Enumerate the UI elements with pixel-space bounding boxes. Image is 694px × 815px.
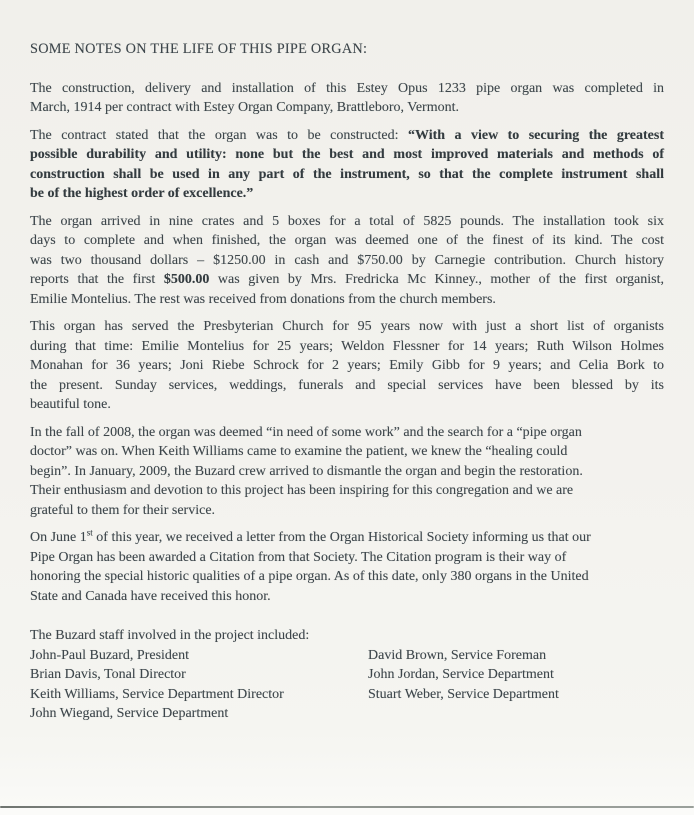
text-segment: Their enthusiasm and devotion to this project has been inspiring for this congregation and we are — [30, 483, 574, 498]
text-segment: begin”. In January, 2009, the Buzard crew arrived to dismantle the organ and begin the restoration. — [30, 463, 583, 479]
text-line — [30, 481, 664, 501]
text-segment: Monahan for 36 years; Joni Riebe Schrock for 2 years; Emily Gibb for 9 years; and Celia Bork to — [30, 358, 664, 373]
text-segment: days to complete and when finished, the organ was deemed one of the finest of its kind. The cost — [30, 233, 664, 248]
document-title: SOME NOTES ON THE LIFE OF THIS PIPE ORGAN: — [30, 41, 368, 57]
text-segment: during that time: Emilie Montelius for 25 years; Weldon Flessner for 14 years; Ruth Wilson Holmes — [30, 338, 664, 354]
staff-heading: The Buzard staff involved in the project included: — [30, 628, 310, 643]
paragraph — [30, 528, 664, 606]
staff-member: John Wiegand, Service Department — [30, 706, 229, 721]
text-line — [30, 126, 664, 146]
document-content — [30, 40, 664, 724]
paragraph — [30, 423, 664, 521]
staff-row — [30, 685, 664, 705]
text-line — [30, 212, 664, 232]
text-line — [30, 337, 664, 357]
text-line — [30, 251, 664, 271]
text-segment: The organ arrived in nine crates and 5 boxes for a total of 5825 pounds. The installation took six — [30, 213, 664, 229]
staff-row — [30, 665, 664, 685]
text-segment: This organ has served the Presbyterian Church for 95 years now with just a short list of organists — [30, 319, 664, 334]
text-line — [30, 270, 664, 290]
text-line — [30, 165, 664, 185]
staff-member — [368, 704, 664, 724]
text-segment: st — [86, 527, 93, 538]
staff-row — [30, 704, 664, 724]
paragraph — [30, 317, 664, 415]
text-segment: Emilie Montelius. The rest was received from donations from the church members. — [30, 291, 496, 307]
staff-member: Brian Davis, Tonal Director — [30, 667, 186, 682]
text-line — [30, 567, 664, 587]
text-line — [30, 317, 664, 337]
text-line — [30, 395, 664, 415]
text-segment: beautiful tone. — [30, 397, 111, 412]
paragraph — [30, 79, 664, 118]
text-segment: honoring the special historic qualities of a pipe organ. As of this date, only 380 organs in the United — [30, 569, 589, 584]
staff-member: John-Paul Buzard, President — [30, 647, 190, 663]
text-line — [30, 587, 664, 607]
bold-text-segment: possible durability and utility: none but the best and most improved materials and methods of — [30, 147, 664, 162]
bold-text-segment: construction shall be used in any part of the instrument, so that the complete instrument shall — [30, 166, 664, 182]
text-segment: grateful to them for their service. — [30, 502, 216, 518]
text-segment: reports that the first — [30, 272, 164, 287]
scan-edge-line — [0, 806, 694, 808]
text-line — [30, 145, 664, 165]
text-line — [30, 462, 664, 482]
text-segment: In the fall of 2008, the organ was deemed “in need of some work” and the search for a “pipe organ — [30, 424, 582, 440]
bold-text-segment: “With a view to securing the greatest — [407, 127, 664, 143]
text-line — [30, 79, 664, 99]
staff-row — [30, 646, 664, 666]
staff-member: John Jordan, Service Department — [368, 667, 554, 682]
text-segment: Pipe Organ has been awarded a Citation from that Society. The Citation program is their way of — [30, 549, 567, 565]
text-segment: was given by Mrs. Fredricka Mc Kinney., mother of the first organist, — [209, 272, 664, 287]
text-line — [30, 548, 664, 568]
bold-text-segment: $500.00 — [163, 272, 210, 287]
scan-bottom-strip — [0, 808, 694, 815]
text-segment: March, 1914 per contract with Estey Organ Company, Brattleboro, Vermont. — [30, 100, 459, 115]
paragraph — [30, 212, 664, 310]
text-segment: of this year, we received a letter from the Organ Historical Society informing us that our — [92, 530, 591, 545]
text-line — [30, 98, 664, 118]
staff-member: Keith Williams, Service Department Director — [30, 686, 284, 702]
staff-member: Stuart Weber, Service Department — [368, 686, 559, 702]
text-segment: doctor” was on. When Keith Williams came to examine the patient, we knew the “healing could — [30, 444, 568, 459]
text-line — [30, 442, 664, 462]
staff-member: David Brown, Service Foreman — [368, 647, 547, 663]
text-segment: The contract stated that the organ was to be constructed: — [30, 127, 408, 143]
text-segment: State and Canada have received this honor. — [30, 588, 271, 604]
text-line — [30, 528, 664, 548]
text-segment: the present. Sunday services, weddings, funerals and special services have been blessed by its — [30, 377, 664, 393]
text-line — [30, 423, 664, 443]
text-segment: was two thousand dollars – $1250.00 in cash and $750.00 by Carnegie contribution. Church history — [30, 252, 664, 268]
text-line — [30, 231, 664, 251]
text-line — [30, 356, 664, 376]
document-paragraphs — [30, 79, 664, 607]
text-segment: On June 1 — [30, 530, 87, 545]
text-segment: The construction, delivery and installation of this Estey Opus 1233 pipe organ was completed in — [30, 80, 664, 96]
text-line — [30, 501, 664, 521]
text-line — [30, 184, 664, 204]
text-line — [30, 290, 664, 310]
paragraph — [30, 126, 664, 204]
staff-section — [30, 626, 664, 724]
text-line — [30, 376, 664, 396]
bold-text-segment: be of the highest order of excellence.” — [30, 186, 254, 201]
